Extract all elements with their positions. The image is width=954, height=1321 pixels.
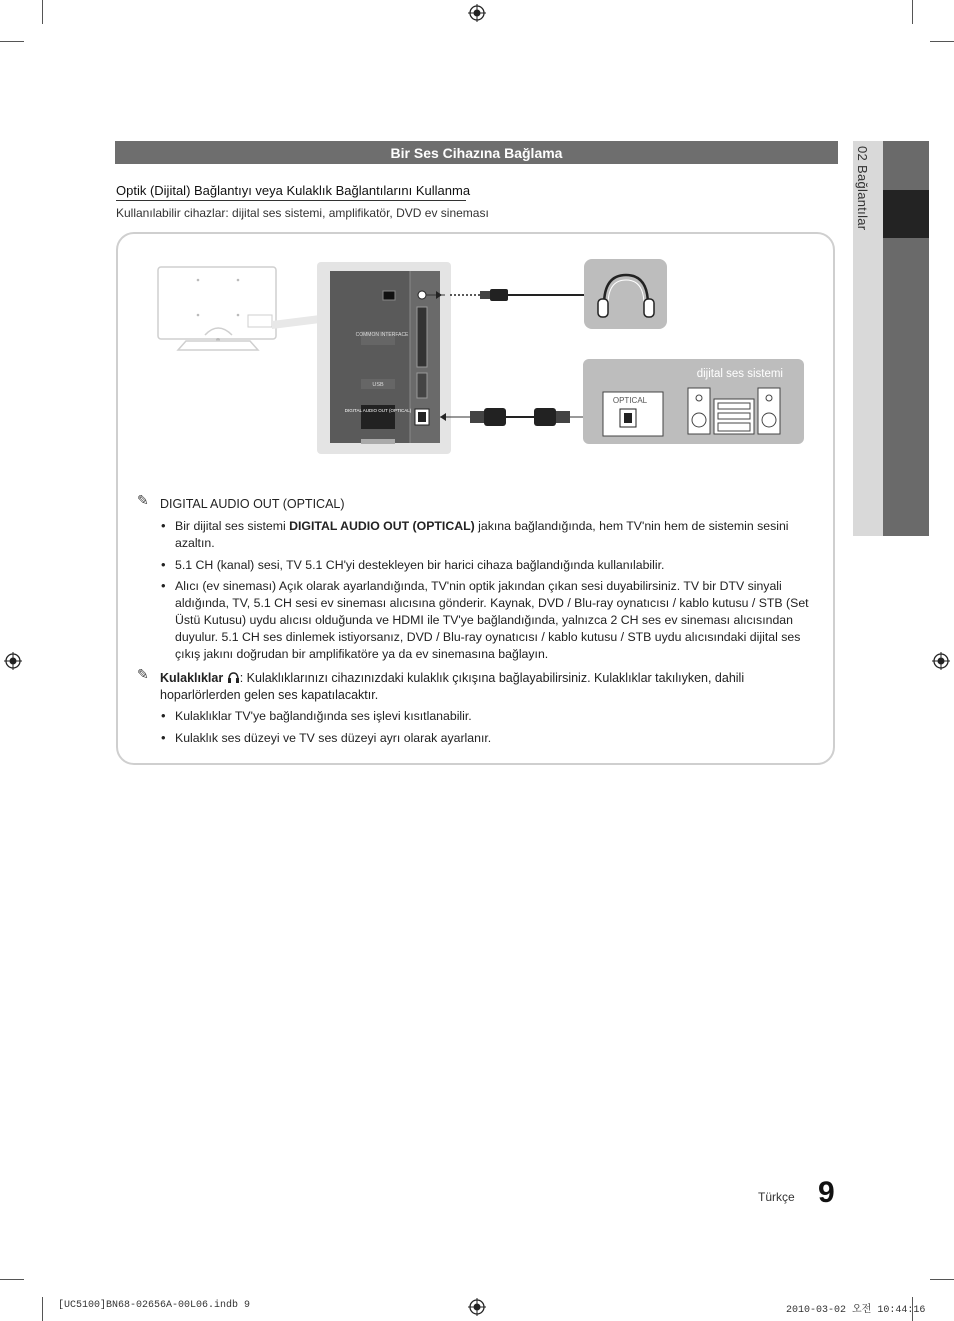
sidebar-chapter-tab: [883, 190, 929, 238]
crop-mark: [0, 1279, 24, 1280]
note-pencil-icon: ✎: [137, 492, 149, 508]
list-item: • Alıcı (ev sineması) Açık olarak ayarlandığında, TV'nin optik jakından çıkan sesi duyabilirsiniz. TV bir DTV sinyali aldığında, TV, 5.1 CH sesi ev sineması alıcısına gönderir. Kaynak, DVD / Blu-ray oynatıcısı / kablo kutusu / STB (Set Üstü Kutusu) uydu alıcısı olduğunda ve HDMI ile TV'ye bağlandığında, yalnızca 2 CH ses ev sineması alıcısından duyulur. 5.1 CH ses dinlemek istiyorsanız, DVD / Blu-ray oynatıcısı / kablo kutusu / STB uydu alıcısındaki dijital ses çıkış jakını doğrudan bir amplifikatöre ya da ev sinemasına bağlayın.: [161, 578, 809, 661]
subheading: Optik (Dijital) Bağlantıyı veya Kulaklık Bağlantılarını Kullanma: [116, 183, 471, 198]
port-label-digital-audio: DIGITAL AUDIO OUT (OPTICAL): [344, 408, 412, 413]
crop-mark: [930, 1279, 954, 1280]
headphones-illustration: [584, 259, 667, 329]
section-title: Bir Ses Cihazına Bağlama: [115, 141, 838, 164]
note-pencil-icon: ✎: [137, 666, 149, 682]
note-headphones: Kulaklıklar : Kulaklıklarınızı cihazınızdaki kulaklık çıkışına bağlayabilirsiniz. Kulaklıklar takılıyken, dahili hoparlörlerden gelen ses kapatılacaktır.: [160, 671, 745, 702]
audio-system-label: dijital ses sistemi: [696, 368, 783, 380]
bullet-dot: •: [161, 730, 166, 745]
print-file-info: [UC5100]BN68-02656A-00L06.indb 9: [58, 1300, 251, 1311]
bullet-dot: •: [161, 518, 166, 533]
page-number: 9: [818, 1176, 835, 1209]
bullet-dot: •: [161, 708, 166, 723]
registration-mark-icon: [4, 652, 22, 670]
crop-mark: [42, 1297, 43, 1321]
headphone-icon: [227, 671, 240, 683]
connection-diagram: [150, 255, 820, 455]
tv-back-illustration: [158, 267, 320, 350]
crop-mark: [0, 41, 24, 42]
optical-port-label: OPTICAL: [612, 396, 648, 405]
subheading-underline: [116, 200, 466, 201]
bullet-dot: •: [161, 578, 166, 593]
crop-mark: [42, 0, 43, 24]
registration-mark-icon: [932, 652, 950, 670]
registration-mark-icon: [468, 1298, 486, 1316]
description: Kullanılabilir cihazlar: dijital ses sistemi, amplifikatör, DVD ev sineması: [116, 206, 489, 220]
port-label-common-interface: COMMON INTERFACE: [355, 332, 409, 338]
bullet-dot: •: [161, 557, 166, 572]
sidebar-chapter-label: 02 Bağlantılar: [855, 146, 870, 231]
footer-language: Türkçe: [758, 1190, 795, 1204]
list-item: • Kulaklık ses düzeyi ve TV ses düzeyi ayrı olarak ayarlanır.: [161, 730, 492, 745]
crop-mark: [930, 41, 954, 42]
registration-mark-icon: [468, 4, 486, 22]
list-item: • 5.1 CH (kanal) sesi, TV 5.1 CH'yi destekleyen bir harici cihaza bağlandığında kullanılabilir.: [161, 557, 665, 572]
port-label-usb: USB: [372, 382, 384, 388]
crop-mark: [912, 0, 913, 24]
list-item: • Bir dijital ses sistemi DIGITAL AUDIO OUT (OPTICAL) jakına bağlandığında, hem TV'nin hem de sistemin sesini azaltın.: [161, 518, 789, 550]
tv-port-panel: [317, 262, 451, 454]
optical-cable: [440, 408, 590, 426]
note-digital-audio-title: DIGITAL AUDIO OUT (OPTICAL): [160, 497, 345, 511]
print-timestamp: 2010-03-02 오전 10:44:16: [786, 1305, 926, 1316]
list-item: • Kulaklıklar TV'ye bağlandığında ses işlevi kısıtlanabilir.: [161, 708, 472, 723]
